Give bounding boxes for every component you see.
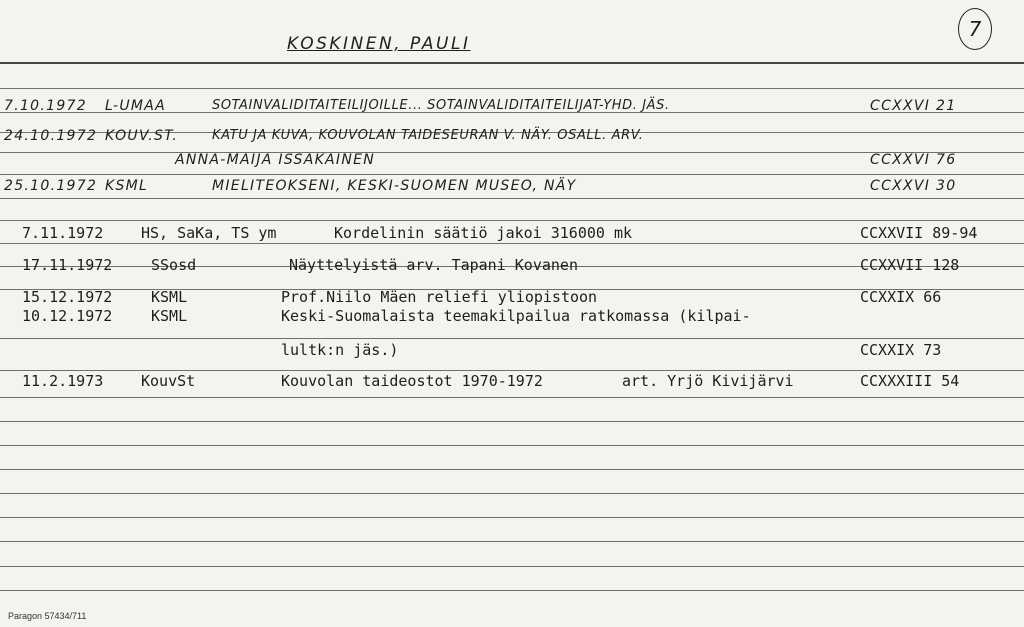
entry-ref: CCXXVII 128 xyxy=(860,256,960,274)
ruled-line xyxy=(0,370,1024,371)
ruled-line xyxy=(0,541,1024,542)
ruled-line xyxy=(0,566,1024,567)
header-rule xyxy=(0,62,1024,64)
entry-ref: CCXXVI 76 xyxy=(870,152,957,168)
ruled-line xyxy=(0,397,1024,398)
card-number: 7 xyxy=(958,8,992,50)
ruled-line xyxy=(0,88,1024,89)
ruled-line xyxy=(0,493,1024,494)
entry-source: L-UMAA xyxy=(105,98,167,114)
entry-text: Näyttelyistä arv. Tapani Kovanen xyxy=(289,256,578,274)
entry-ref: CCXXVI 21 xyxy=(870,98,957,114)
entry-text: SOTAINVALIDITAITEILIJOILLE... SOTAINVALIDITAITEILIJAT-YHD. JÄS. xyxy=(212,98,670,113)
entry-text: MIELITEOKSENI, KESKI-SUOMEN MUSEO, NÄY xyxy=(212,178,577,194)
entry-ref: CCXXVII 89-94 xyxy=(860,224,978,242)
entry-source: KSML xyxy=(151,288,188,306)
entry-text: Prof.Niilo Mäen reliefi yliopistoon xyxy=(281,288,598,306)
ruled-line xyxy=(0,174,1024,175)
entry-source: KOUV.ST. xyxy=(105,128,179,144)
ruled-line xyxy=(0,421,1024,422)
ruled-line xyxy=(0,198,1024,199)
entry-text: Keski-Suomalaista teemakilpailua ratkomassa (kilpai- xyxy=(281,307,751,325)
entry-date: 7.11.1972 xyxy=(22,224,104,242)
entry-source: KSML xyxy=(105,178,149,194)
ruled-line xyxy=(0,517,1024,518)
entry-date: 11.2.1973 xyxy=(22,372,104,390)
ruled-line xyxy=(0,243,1024,244)
entry-date: 15.12.1972 xyxy=(22,288,113,306)
entry-ref: CCXXIX 73 xyxy=(860,341,942,359)
entry-text: KATU JA KUVA, KOUVOLAN TAIDESEURAN V. NÄY. OSALL. ARV. xyxy=(212,128,644,143)
ruled-line xyxy=(0,590,1024,591)
entry-date: 10.12.1972 xyxy=(22,307,113,325)
entry-source: SSosd xyxy=(151,256,197,274)
entry-source: KSML xyxy=(151,307,188,325)
card-title: KOSKINEN, PAULI xyxy=(287,34,471,54)
entry-source: HS, SaKa, TS ym xyxy=(141,224,277,242)
entry-text: Kouvolan taideostot 1970-1972 xyxy=(281,372,543,390)
entry-ref: CCXXVI 30 xyxy=(870,178,957,194)
ruled-line xyxy=(0,220,1024,221)
entry-note: art. Yrjö Kivijärvi xyxy=(622,372,794,390)
entry-date: 25.10.1972 xyxy=(4,178,98,194)
entry-date: 24.10.1972 xyxy=(4,128,98,144)
entry-text-continuation: ANNA-MAIJA ISSAKAINEN xyxy=(175,152,376,168)
entry-date: 17.11.1972 xyxy=(22,256,113,274)
ruled-line xyxy=(0,338,1024,339)
entry-source: KouvSt xyxy=(141,372,196,390)
ruled-line xyxy=(0,445,1024,446)
entry-ref: CCXXXIII 54 xyxy=(860,372,960,390)
entry-text: Kordelinin säätiö jakoi 316000 mk xyxy=(334,224,633,242)
entry-ref: CCXXIX 66 xyxy=(860,288,942,306)
ruled-line xyxy=(0,469,1024,470)
entry-text-continuation: lultk:n jäs.) xyxy=(281,341,399,359)
card-footer: Paragon 57434/711 xyxy=(8,611,87,621)
entry-date: 7.10.1972 xyxy=(4,98,87,114)
